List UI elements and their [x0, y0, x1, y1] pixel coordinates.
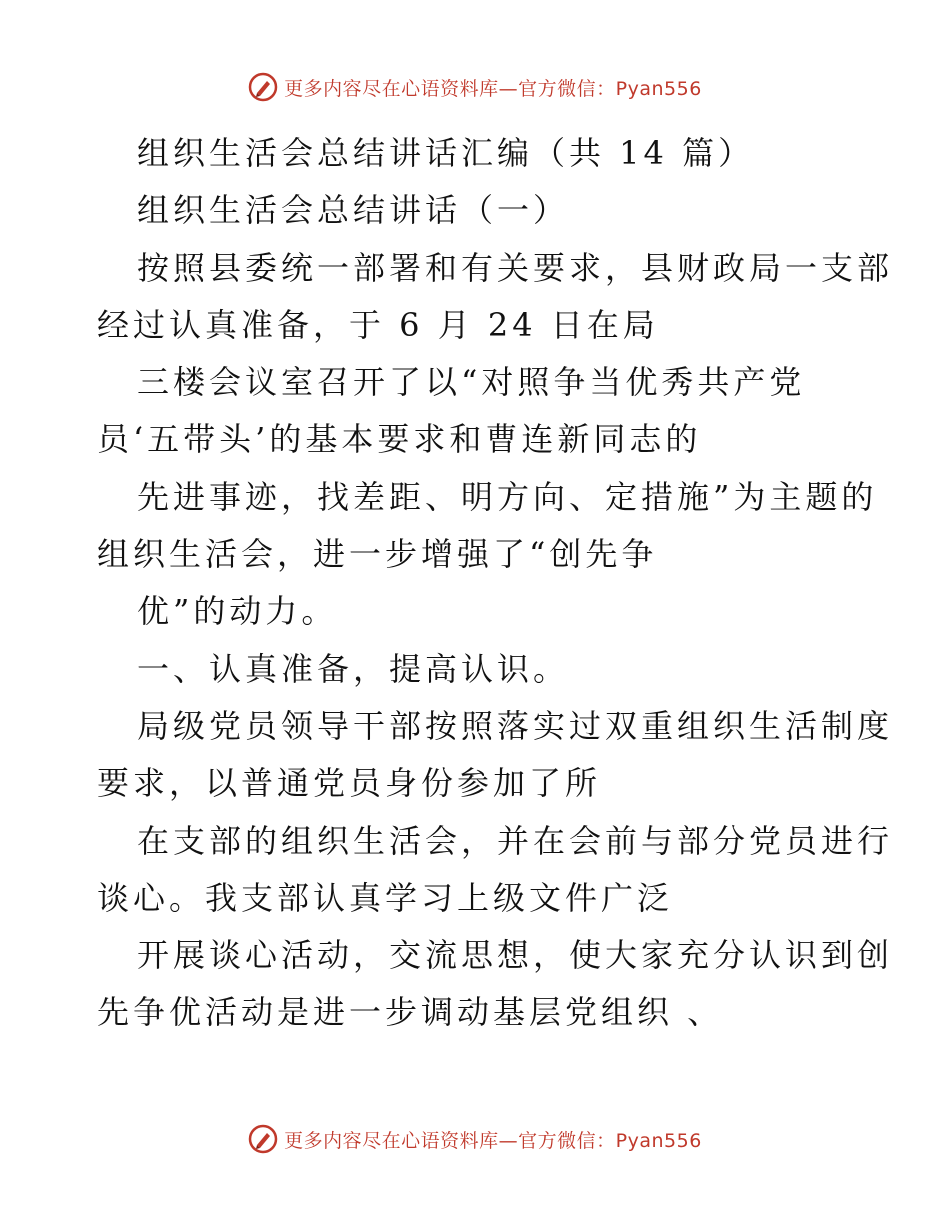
- text-line: 组织生活会，进一步增强了“创先争: [97, 535, 658, 574]
- text-line: 员‘五带头’的基本要求和曹连新同志的: [97, 420, 702, 459]
- watermark-header: [0, 72, 950, 102]
- section-title: 组织生活会总结讲话（一）: [137, 191, 570, 230]
- text-line: 三楼会议室召开了以“对照争当优秀共产党: [137, 363, 806, 402]
- pen-logo-icon: [248, 1124, 278, 1154]
- watermark-text: 更多内容尽在心语资料库—官方微信：Pyan556: [284, 1129, 702, 1152]
- text-line: 局级党员领导干部按照落实过双重组织生活制度: [137, 706, 894, 745]
- section-heading: 一、认真准备，提高认识。: [137, 649, 570, 688]
- text-line: 按照县委统一部署和有关要求，县财政局一支部: [137, 248, 894, 287]
- text-line: 先争优活动是进一步调动基层党组织 、: [97, 993, 724, 1032]
- text-line: 先进事迹，找差距、明方向、定措施”为主题的: [137, 477, 878, 516]
- text-line: 谈心。我支部认真学习上级文件广泛: [97, 878, 674, 917]
- pen-logo-icon: [248, 72, 278, 102]
- text-line: 在支部的组织生活会，并在会前与部分党员进行: [137, 821, 894, 860]
- document-body: [97, 125, 894, 1042]
- text-line: 要求，以普通党员身份参加了所: [97, 764, 602, 803]
- document-title: 组织生活会总结讲话汇编（共 14 篇）: [137, 134, 755, 172]
- watermark-footer: [0, 1124, 950, 1154]
- text-line: 优”的动力。: [137, 592, 338, 631]
- text-line: 经过认真准备，于 6 月 24 日在局: [97, 305, 659, 344]
- watermark-text: 更多内容尽在心语资料库—官方微信：Pyan556: [284, 77, 702, 100]
- text-line: 开展谈心活动，交流思想，使大家充分认识到创: [137, 936, 894, 975]
